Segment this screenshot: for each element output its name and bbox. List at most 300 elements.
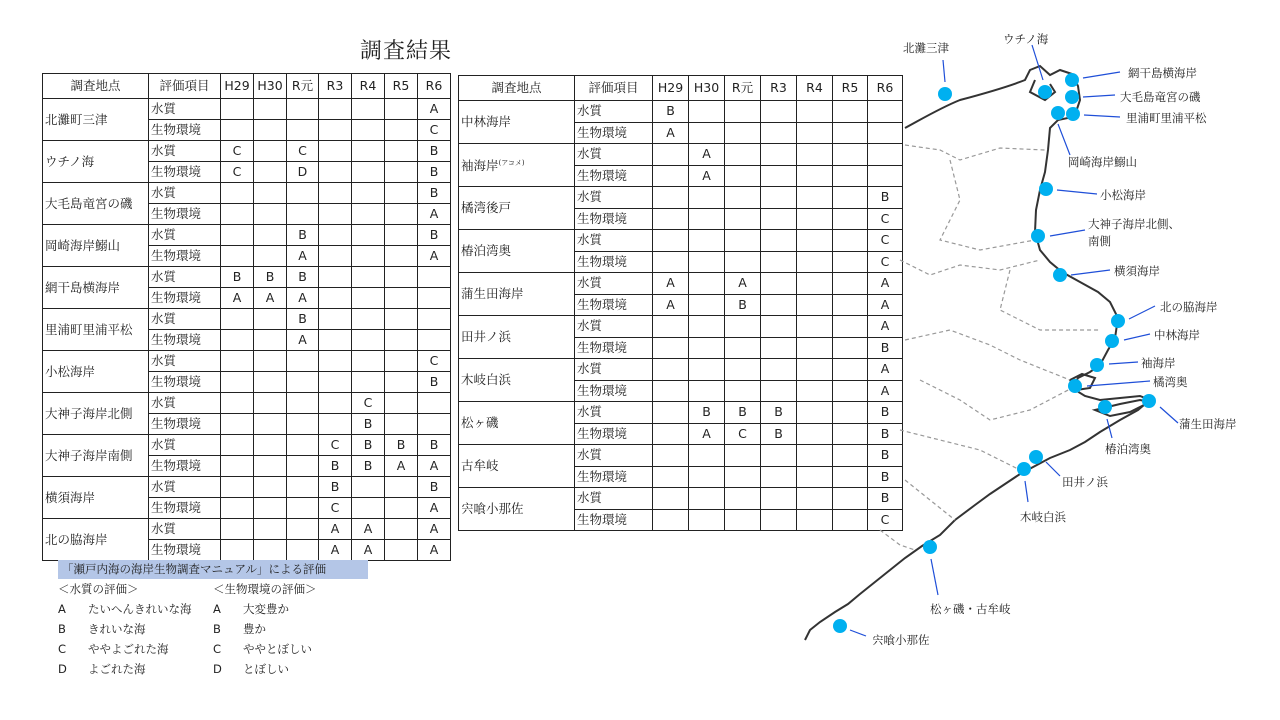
site-name	[459, 359, 575, 402]
grade-cell	[254, 330, 287, 351]
grade-cell	[385, 309, 418, 330]
grade-cell	[761, 165, 797, 187]
marker-amiboshi	[1065, 73, 1079, 87]
evaluation-legend	[58, 560, 368, 679]
coastline	[805, 66, 1150, 640]
grade-cell	[352, 246, 385, 267]
label-sodekaigan: 袖海岸	[1141, 356, 1176, 370]
site-name	[459, 445, 575, 488]
grade-cell	[689, 359, 725, 381]
grade-cell	[319, 267, 352, 288]
label-gamoda: 蒲生田海岸	[1179, 417, 1237, 431]
grade-cell	[221, 120, 254, 141]
grade-cell	[689, 488, 725, 510]
grade-cell	[689, 466, 725, 488]
grade-cell	[725, 144, 761, 166]
evaluation-item: 水質	[149, 99, 221, 120]
site-name-text: 中林海岸	[461, 113, 512, 129]
grade-cell	[254, 414, 287, 435]
evaluation-item: 生物環境	[149, 414, 221, 435]
legend-description: 豊か	[243, 622, 266, 636]
grade-cell	[385, 351, 418, 372]
grade-cell: A	[418, 456, 451, 477]
evaluation-item: 水質	[149, 477, 221, 498]
evaluation-item: 水質	[575, 445, 653, 467]
column-header: R3	[319, 74, 352, 99]
grade-cell	[221, 309, 254, 330]
grade-cell: A	[287, 246, 319, 267]
grade-cell	[725, 122, 761, 144]
site-name	[459, 488, 575, 531]
header-row	[43, 74, 451, 99]
column-header: R4	[352, 74, 385, 99]
label-omiko-b: 南側	[1088, 234, 1111, 248]
grade-cell	[221, 456, 254, 477]
legend-grade: D	[213, 662, 222, 676]
legend-grade: A	[58, 602, 66, 616]
site-name-text: 田井ノ浜	[461, 328, 512, 344]
grade-cell: B	[725, 294, 761, 316]
site-name	[43, 351, 149, 393]
label-kitanowaki: 北の脇海岸	[1160, 300, 1218, 314]
grade-cell	[761, 316, 797, 338]
column-header: R元	[287, 74, 319, 99]
evaluation-item: 水質	[575, 144, 653, 166]
site-name-text: 北灘町三津	[45, 111, 108, 127]
grade-cell: C	[418, 351, 451, 372]
site-note: (アコメ)	[498, 159, 525, 168]
column-header: H29	[221, 74, 254, 99]
grade-cell	[254, 456, 287, 477]
table-row	[43, 183, 451, 204]
grade-cell	[319, 246, 352, 267]
grade-cell	[761, 445, 797, 467]
evaluation-item: 水質	[575, 488, 653, 510]
grade-cell: C	[868, 251, 903, 273]
grade-cell: C	[868, 230, 903, 252]
grade-cell: B	[868, 466, 903, 488]
grade-cell	[761, 251, 797, 273]
marker-nakabayashi	[1105, 334, 1119, 348]
grade-cell: B	[352, 414, 385, 435]
grade-cell	[761, 337, 797, 359]
evaluation-item: 生物環境	[149, 330, 221, 351]
label-tainohama: 田井ノ浜	[1062, 475, 1108, 489]
grade-cell	[725, 380, 761, 402]
evaluation-item: 生物環境	[575, 337, 653, 359]
grade-cell	[221, 225, 254, 246]
site-name-text: 椿泊湾奥	[461, 242, 512, 258]
legend-entry	[58, 599, 213, 619]
grade-cell	[254, 519, 287, 540]
site-name	[459, 316, 575, 359]
grade-cell	[653, 337, 689, 359]
grade-cell	[221, 414, 254, 435]
site-name	[43, 477, 149, 519]
legend-entry	[58, 639, 213, 659]
grade-cell	[725, 488, 761, 510]
grade-cell	[287, 498, 319, 519]
grade-cell: A	[418, 246, 451, 267]
grade-cell	[689, 316, 725, 338]
grade-cell	[653, 165, 689, 187]
grade-cell	[254, 183, 287, 204]
site-name	[43, 393, 149, 435]
legend-grade: C	[58, 642, 67, 656]
evaluation-item: 水質	[149, 309, 221, 330]
grade-cell: C	[868, 509, 903, 531]
grade-cell: B	[418, 372, 451, 393]
grade-cell: C	[319, 498, 352, 519]
column-header: R3	[761, 76, 797, 101]
grade-cell	[725, 101, 761, 123]
grade-cell: B	[868, 423, 903, 445]
grade-cell: B	[287, 267, 319, 288]
grade-cell	[761, 380, 797, 402]
grade-cell	[319, 183, 352, 204]
grade-cell	[689, 230, 725, 252]
column-header: H29	[653, 76, 689, 101]
evaluation-item: 水質	[149, 393, 221, 414]
grade-cell	[352, 372, 385, 393]
grade-cell: B	[385, 435, 418, 456]
grade-cell	[352, 141, 385, 162]
grade-cell	[221, 477, 254, 498]
table-row	[43, 435, 451, 456]
evaluation-item: 水質	[149, 519, 221, 540]
grade-cell	[254, 99, 287, 120]
site-name-text: 松ヶ磯	[461, 414, 499, 430]
grade-cell	[761, 208, 797, 230]
site-name-text: 里浦町里浦平松	[45, 321, 133, 337]
legend-header-row	[58, 579, 368, 599]
label-nakabayashi: 中林海岸	[1154, 328, 1200, 342]
table-row	[43, 267, 451, 288]
grade-cell	[385, 162, 418, 183]
grade-cell	[385, 519, 418, 540]
grade-cell	[418, 309, 451, 330]
grade-cell: D	[287, 162, 319, 183]
grade-cell	[385, 498, 418, 519]
grade-cell	[385, 372, 418, 393]
grade-cell: A	[319, 540, 352, 561]
grade-cell	[725, 445, 761, 467]
column-header: 評価項目	[575, 76, 653, 101]
grade-cell	[385, 540, 418, 561]
grade-cell	[725, 208, 761, 230]
legend-entry	[58, 619, 213, 639]
grade-cell: A	[868, 273, 903, 295]
column-header: R6	[868, 76, 903, 101]
grade-cell	[287, 351, 319, 372]
evaluation-item: 水質	[575, 101, 653, 123]
grade-cell	[287, 120, 319, 141]
grade-cell	[725, 466, 761, 488]
label-shishikui: 宍喰小那佐	[872, 633, 930, 647]
evaluation-item: 生物環境	[149, 498, 221, 519]
grade-cell	[352, 330, 385, 351]
grade-cell	[761, 101, 797, 123]
grade-cell: A	[385, 456, 418, 477]
grade-cell	[254, 120, 287, 141]
marker-kikishirahama	[1017, 462, 1031, 476]
grade-cell	[221, 540, 254, 561]
label-ogejima: 大毛島竜宮の磯	[1120, 90, 1201, 104]
table-row	[43, 351, 451, 372]
legend-entry	[58, 659, 213, 679]
table-row	[43, 393, 451, 414]
grade-cell	[221, 393, 254, 414]
grade-cell	[653, 509, 689, 531]
grade-cell: B	[418, 435, 451, 456]
marker-uchinoumi	[1038, 85, 1052, 99]
table-row	[43, 225, 451, 246]
grade-cell	[385, 225, 418, 246]
marker-okazaki	[1051, 106, 1065, 120]
grade-cell: C	[418, 120, 451, 141]
grade-cell: B	[653, 101, 689, 123]
grade-cell	[761, 294, 797, 316]
grade-cell	[653, 187, 689, 209]
site-name-text: 岡崎海岸鰯山	[45, 237, 121, 253]
grade-cell: B	[689, 402, 725, 424]
grade-cell: A	[352, 540, 385, 561]
grade-cell	[319, 351, 352, 372]
site-name-text: 大神子海岸北側	[45, 405, 133, 421]
legend-entry	[213, 619, 368, 639]
site-name	[459, 230, 575, 273]
grade-cell	[689, 273, 725, 295]
legend-description: よごれた海	[88, 662, 146, 676]
grade-cell	[287, 414, 319, 435]
site-name-text: ウチノ海	[45, 153, 95, 169]
site-name	[43, 519, 149, 561]
site-name	[43, 183, 149, 225]
grade-cell: A	[868, 380, 903, 402]
label-tachibana: 橘湾奥	[1153, 375, 1188, 389]
grade-cell	[352, 204, 385, 225]
grade-cell	[254, 204, 287, 225]
evaluation-item: 生物環境	[575, 251, 653, 273]
label-omiko-a: 大神子海岸北側、	[1088, 217, 1180, 231]
grade-cell	[319, 120, 352, 141]
grade-cell	[689, 445, 725, 467]
grade-cell	[761, 122, 797, 144]
grade-cell	[385, 99, 418, 120]
grade-cell	[761, 187, 797, 209]
site-name-text: 小松海岸	[45, 363, 96, 379]
grade-cell	[725, 251, 761, 273]
grade-cell: A	[418, 99, 451, 120]
evaluation-item: 生物環境	[149, 540, 221, 561]
table-row	[43, 99, 451, 120]
marker-yokosu	[1053, 268, 1067, 282]
grade-cell: C	[868, 208, 903, 230]
column-header: R5	[385, 74, 418, 99]
marker-satoura	[1066, 107, 1080, 121]
grade-cell: B	[319, 456, 352, 477]
grade-cell	[287, 435, 319, 456]
grade-cell	[385, 288, 418, 309]
grade-cell	[725, 230, 761, 252]
grade-cell	[385, 393, 418, 414]
water-quality-header: ＜水質の評価＞	[58, 582, 139, 596]
grade-cell	[418, 267, 451, 288]
grade-cell	[653, 423, 689, 445]
grade-cell: B	[418, 225, 451, 246]
grade-cell	[287, 519, 319, 540]
marker-gamoda	[1142, 394, 1156, 408]
grade-cell: A	[221, 288, 254, 309]
grade-cell	[385, 246, 418, 267]
grade-cell	[254, 540, 287, 561]
legend-entry	[213, 659, 368, 679]
marker-shishikui	[833, 619, 847, 633]
grade-cell: A	[689, 165, 725, 187]
label-kitanada: 北灘三津	[903, 41, 949, 55]
grade-cell	[287, 372, 319, 393]
grade-cell	[761, 359, 797, 381]
grade-cell	[221, 519, 254, 540]
grade-cell	[725, 359, 761, 381]
table-row	[43, 309, 451, 330]
grade-cell: B	[254, 267, 287, 288]
grade-cell	[319, 141, 352, 162]
grade-cell	[287, 204, 319, 225]
grade-cell	[653, 445, 689, 467]
column-header: 調査地点	[459, 76, 575, 101]
grade-cell	[319, 204, 352, 225]
grade-cell	[725, 509, 761, 531]
grade-cell	[352, 162, 385, 183]
grade-cell	[352, 99, 385, 120]
evaluation-item: 水質	[575, 273, 653, 295]
grade-cell: C	[352, 393, 385, 414]
grade-cell	[689, 337, 725, 359]
legend-description: きれいな海	[88, 622, 146, 636]
column-header: H30	[689, 76, 725, 101]
grade-cell	[653, 208, 689, 230]
grade-cell	[254, 225, 287, 246]
site-name-text: 橘湾後戸	[461, 199, 512, 215]
grade-cell	[352, 351, 385, 372]
grade-cell	[352, 498, 385, 519]
legend-entry	[213, 639, 368, 659]
grade-cell	[653, 316, 689, 338]
grade-cell	[221, 498, 254, 519]
grade-cell	[689, 509, 725, 531]
survey-table-left	[42, 73, 451, 561]
legend-description: ややよごれた海	[88, 642, 169, 656]
site-name-text: 木岐白浜	[461, 371, 512, 387]
site-name-text: 網干島横海岸	[45, 279, 121, 295]
legend-row	[58, 599, 368, 619]
evaluation-item: 生物環境	[575, 122, 653, 144]
grade-cell	[319, 99, 352, 120]
grade-cell: B	[319, 477, 352, 498]
grade-cell	[287, 456, 319, 477]
label-komatsu: 小松海岸	[1100, 188, 1146, 202]
marker-omiko	[1031, 229, 1045, 243]
grade-cell	[319, 162, 352, 183]
grade-cell: A	[418, 519, 451, 540]
grade-cell	[689, 187, 725, 209]
marker-komatsu	[1039, 182, 1053, 196]
column-header: 調査地点	[43, 74, 149, 99]
legend-title: 「瀬戸内海の海岸生物調査マニュアル」による評価	[58, 560, 368, 579]
grade-cell	[761, 273, 797, 295]
grade-cell	[418, 414, 451, 435]
grade-cell: B	[868, 488, 903, 510]
grade-cell	[221, 246, 254, 267]
label-matsugaiso: 松ヶ磯・古牟岐	[930, 602, 1011, 616]
grade-cell	[385, 120, 418, 141]
grade-cell	[725, 165, 761, 187]
grade-cell: B	[761, 402, 797, 424]
evaluation-item: 水質	[149, 267, 221, 288]
marker-matsugaiso	[923, 540, 937, 554]
grade-cell	[221, 99, 254, 120]
label-uchinoumi: ウチノ海	[1003, 32, 1049, 46]
evaluation-item: 水質	[149, 141, 221, 162]
grade-cell	[385, 204, 418, 225]
grade-cell	[385, 141, 418, 162]
grade-cell	[352, 120, 385, 141]
grade-cell	[385, 414, 418, 435]
site-name-text: 古牟岐	[461, 457, 499, 473]
grade-cell: B	[868, 445, 903, 467]
grade-cell: A	[653, 122, 689, 144]
site-name	[43, 225, 149, 267]
grade-cell	[385, 267, 418, 288]
site-name-text: 北の脇海岸	[45, 531, 108, 547]
marker-tachibana	[1068, 379, 1082, 393]
grade-cell	[221, 435, 254, 456]
grade-cell: A	[418, 204, 451, 225]
grade-cell	[254, 372, 287, 393]
site-name	[459, 101, 575, 144]
grade-cell	[254, 162, 287, 183]
grade-cell	[254, 246, 287, 267]
grade-cell	[254, 393, 287, 414]
grade-cell	[653, 488, 689, 510]
site-name	[459, 144, 575, 187]
grade-cell: B	[418, 162, 451, 183]
grade-cell: A	[418, 540, 451, 561]
evaluation-item: 生物環境	[575, 380, 653, 402]
grade-cell	[319, 225, 352, 246]
site-name	[459, 187, 575, 230]
grade-cell	[287, 540, 319, 561]
grade-cell	[689, 294, 725, 316]
grade-cell: A	[868, 294, 903, 316]
evaluation-item: 水質	[149, 435, 221, 456]
grade-cell	[418, 393, 451, 414]
site-name-text: 大神子海岸南側	[45, 447, 133, 463]
grade-cell	[352, 267, 385, 288]
grade-cell: B	[868, 337, 903, 359]
grade-cell	[761, 509, 797, 531]
grade-cell: A	[319, 519, 352, 540]
legend-grade: A	[213, 602, 221, 616]
grade-cell: B	[868, 187, 903, 209]
evaluation-item: 水質	[575, 402, 653, 424]
grade-cell	[319, 393, 352, 414]
table-row	[43, 477, 451, 498]
legend-row	[58, 639, 368, 659]
grade-cell	[221, 204, 254, 225]
grade-cell	[352, 309, 385, 330]
